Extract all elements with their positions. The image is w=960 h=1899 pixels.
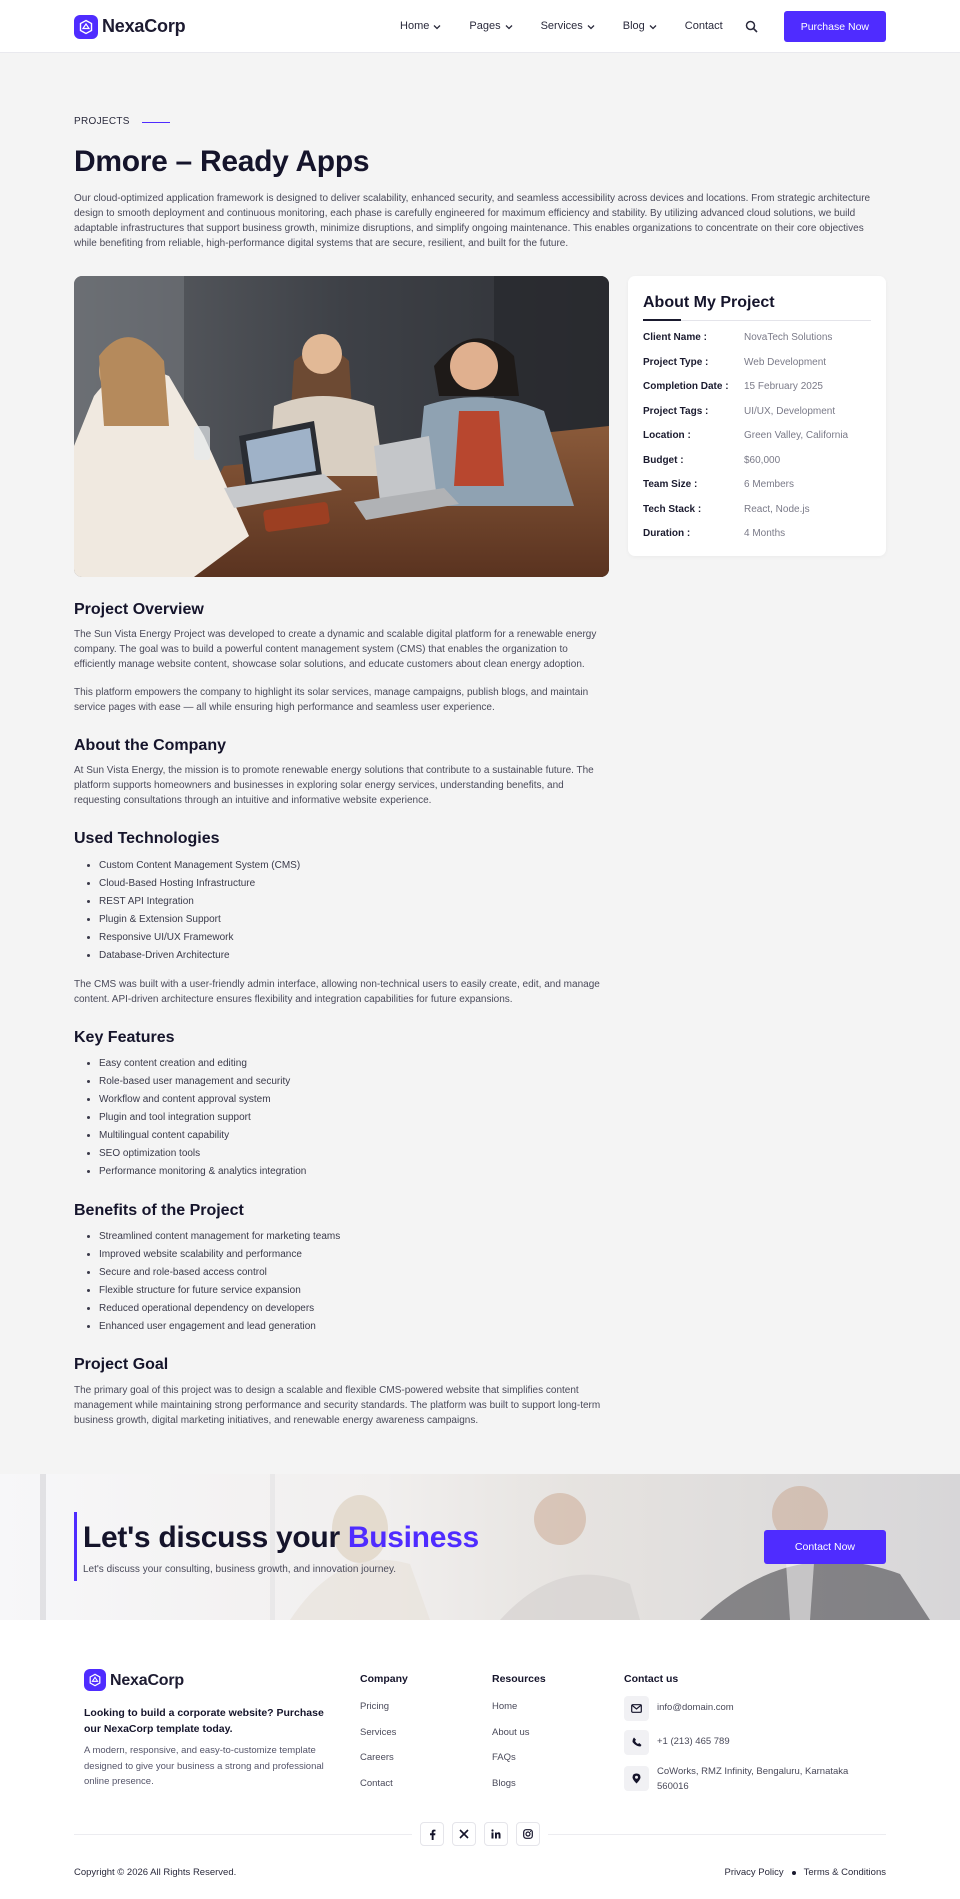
chevron-down-icon bbox=[587, 23, 595, 31]
social-icons bbox=[412, 1822, 548, 1846]
footer-logo[interactable] bbox=[84, 1669, 360, 1692]
footer-contact-title: Contact us bbox=[624, 1672, 679, 1685]
contact-phone[interactable] bbox=[624, 1730, 886, 1755]
about-project-title: About My Project bbox=[643, 294, 775, 311]
social-row bbox=[74, 1822, 886, 1847]
list-item: • Responsive UI/UX Framework bbox=[99, 931, 609, 946]
cta-heading bbox=[83, 1516, 479, 1560]
contact-address-text: CoWorks, RMZ Infinity, Bengaluru, Karnataka 560016 bbox=[657, 1765, 849, 1793]
legal-links bbox=[725, 1866, 887, 1880]
footer-link-about[interactable]: About us bbox=[492, 1726, 530, 1738]
footer-company-column bbox=[360, 1669, 492, 1795]
list-item: • SEO optimization tools bbox=[99, 1147, 609, 1162]
facebook-icon[interactable] bbox=[420, 1822, 444, 1846]
footer-link-faqs[interactable]: FAQs bbox=[492, 1752, 516, 1764]
hexagon-shield-icon bbox=[74, 15, 98, 39]
privacy-policy-link[interactable]: Privacy Policy bbox=[724, 1867, 784, 1879]
cta-banner bbox=[0, 1474, 960, 1620]
technologies-list bbox=[74, 859, 609, 964]
footer-link-services[interactable]: Services bbox=[360, 1726, 397, 1738]
eyebrow-label: PROJECTS bbox=[74, 116, 130, 127]
footer-link-blogs[interactable]: Blogs bbox=[492, 1778, 516, 1790]
technologies-heading: Used Technologies bbox=[74, 830, 220, 848]
detail-label: Project Tags : bbox=[643, 405, 709, 417]
detail-label: Budget : bbox=[643, 454, 684, 466]
brand-name: NexaCorp bbox=[102, 16, 186, 37]
list-item: • Flexible structure for future service expansion bbox=[99, 1284, 609, 1299]
detail-value: 4 Months bbox=[744, 528, 786, 540]
copyright: Copyright © 2026 All Rights Reserved. bbox=[74, 1867, 237, 1879]
detail-row-budget bbox=[643, 454, 871, 469]
detail-value: $60,000 bbox=[744, 454, 781, 466]
detail-value: React, Node.js bbox=[744, 503, 810, 515]
site-footer bbox=[0, 1620, 960, 1899]
list-item: • Streamlined content management for marketing teams bbox=[99, 1230, 609, 1245]
cta-accent-bar bbox=[74, 1512, 77, 1581]
goal-heading: Project Goal bbox=[74, 1356, 169, 1374]
nav-item-services[interactable] bbox=[541, 19, 595, 35]
detail-row-type bbox=[643, 356, 871, 371]
detail-value: 6 Members bbox=[744, 479, 795, 491]
eyebrow bbox=[74, 115, 886, 130]
intro-paragraph: Our cloud-optimized application framework is designed to deliver scalability, enhanced security, and seamless accessibility across devices and locations. From strategic architecture design to smooth deployment and continuous monitoring, each phase is carefully engineered for maximum efficiency and stability. By utilizing advanced cloud solutions, we build adaptable infrastructures that support business growth, minimize disruptions, and simplify ongoing maintenance. This enables organizations to concentrate on their core objectives while benefiting from reliable, high-performance digital systems that are secure, resilient, and built for the future. bbox=[74, 193, 871, 249]
footer-link-careers[interactable]: Careers bbox=[360, 1752, 394, 1764]
list-item: • Plugin & Extension Support bbox=[99, 913, 609, 928]
features-list bbox=[74, 1057, 609, 1180]
separator-dot bbox=[792, 1871, 796, 1875]
detail-row-team bbox=[643, 478, 871, 493]
nav-label: Services bbox=[540, 19, 583, 32]
footer-bottom-bar bbox=[74, 1847, 886, 1899]
hexagon-shield-icon bbox=[84, 1669, 106, 1691]
technologies-paragraph: The CMS was built with a user-friendly admin interface, allowing non-technical users to easily create, edit, and manage content. API-driven architecture ensures flexibility and integration capabilities for future expansions. bbox=[74, 979, 600, 1006]
nav-label: Blog bbox=[622, 19, 645, 32]
list-item: • Role-based user management and security bbox=[99, 1075, 609, 1090]
goal-paragraph: The primary goal of this project was to design a scalable and flexible CMS-powered website that simplifies content management while maintaining strong performance and security standards. The platform was built to support long-term business growth, digital marketing initiatives, and renewable energy awareness campaigns. bbox=[74, 1384, 601, 1426]
list-item: • Cloud-Based Hosting Infrastructure bbox=[99, 877, 609, 892]
list-item: • Custom Content Management System (CMS) bbox=[99, 859, 609, 874]
chevron-down-icon bbox=[433, 23, 441, 31]
overview-heading: Project Overview bbox=[74, 601, 204, 618]
cta-heading-accent: Business bbox=[347, 1520, 479, 1554]
chevron-down-icon bbox=[505, 23, 513, 31]
team-meeting-photo bbox=[74, 276, 609, 577]
cta-subtext: Let's discuss your consulting, business growth, and innovation journey. bbox=[83, 1564, 397, 1576]
list-item: • Easy content creation and editing bbox=[99, 1057, 609, 1072]
contact-email[interactable] bbox=[624, 1696, 886, 1721]
detail-label: Duration : bbox=[643, 528, 691, 540]
chevron-down-icon bbox=[649, 23, 657, 31]
instagram-icon[interactable] bbox=[516, 1822, 540, 1846]
overview-paragraph-2: This platform empowers the company to highlight its solar services, manage campaigns, publish blogs, and maintain service pages with ease — all while ensuring high performance and seamless user experience. bbox=[74, 687, 589, 714]
list-item: • Database-Driven Architecture bbox=[99, 949, 609, 964]
detail-label: Project Type : bbox=[643, 356, 709, 368]
linkedin-icon[interactable] bbox=[484, 1822, 508, 1846]
detail-label: Client Name : bbox=[643, 332, 707, 344]
site-header bbox=[0, 0, 960, 53]
eyebrow-divider bbox=[142, 122, 170, 123]
detail-label: Tech Stack : bbox=[643, 503, 702, 515]
footer-columns bbox=[74, 1669, 886, 1795]
detail-value: UI/UX, Development bbox=[744, 405, 836, 417]
detail-row-date bbox=[643, 380, 871, 395]
location-pin-icon bbox=[624, 1766, 649, 1791]
detail-value: 15 February 2025 bbox=[744, 381, 823, 393]
terms-link[interactable]: Terms & Conditions bbox=[803, 1867, 886, 1879]
purchase-now-button[interactable]: Purchase Now bbox=[784, 11, 886, 42]
footer-link-contact[interactable]: Contact bbox=[360, 1778, 393, 1790]
footer-resources-title: Resources bbox=[492, 1672, 546, 1685]
main-column bbox=[74, 276, 609, 1428]
sidebar bbox=[628, 276, 886, 1428]
company-paragraph: At Sun Vista Energy, the mission is to promote renewable energy solutions that contribute to a sustainable future. The platform supports homeowners and businesses in exploring solar energy services, understanding benefits, and requesting consultations through an intuitive and informative website experience. bbox=[74, 765, 594, 807]
footer-contact-column bbox=[624, 1669, 886, 1795]
list-item: • Reduced operational dependency on developers bbox=[99, 1302, 609, 1317]
detail-label: Completion Date : bbox=[643, 381, 729, 393]
mail-icon bbox=[624, 1696, 649, 1721]
contact-phone-text: +1 (213) 465 789 bbox=[657, 1736, 730, 1748]
footer-tagline: Looking to build a corporate website? Purchase our NexaCorp template today. bbox=[84, 1706, 324, 1735]
benefits-list bbox=[74, 1230, 609, 1335]
detail-label: Location : bbox=[643, 430, 691, 442]
detail-row-stack bbox=[643, 503, 871, 518]
detail-value: NovaTech Solutions bbox=[744, 332, 833, 344]
cta-text bbox=[74, 1516, 479, 1578]
hero-section bbox=[0, 53, 960, 1428]
search-icon[interactable] bbox=[745, 20, 758, 33]
company-heading: About the Company bbox=[74, 737, 226, 755]
list-item: • Multilingual content capability bbox=[99, 1129, 609, 1144]
footer-brand bbox=[74, 1669, 360, 1795]
detail-row-location bbox=[643, 429, 871, 444]
footer-brand-name: NexaCorp bbox=[110, 1671, 184, 1689]
list-item: • Plugin and tool integration support bbox=[99, 1111, 609, 1126]
list-item: • Improved website scalability and performance bbox=[99, 1248, 609, 1263]
detail-value: Green Valley, California bbox=[744, 430, 849, 442]
nav-item-contact[interactable] bbox=[685, 19, 723, 35]
detail-value: Web Development bbox=[744, 356, 827, 368]
list-item: • REST API Integration bbox=[99, 895, 609, 910]
contact-now-button[interactable]: Contact Now bbox=[764, 1530, 886, 1564]
nav-label: Home bbox=[400, 19, 430, 32]
project-grid bbox=[74, 276, 886, 1428]
page-title: Dmore – Ready Apps bbox=[74, 144, 370, 178]
nav-label: Contact bbox=[684, 19, 723, 32]
detail-row-client bbox=[643, 331, 871, 346]
benefits-heading: Benefits of the Project bbox=[74, 1201, 244, 1219]
contact-email-text: info@domain.com bbox=[657, 1702, 734, 1714]
project-image bbox=[74, 276, 609, 577]
nav-item-pages[interactable] bbox=[469, 19, 512, 35]
list-item: • Workflow and content approval system bbox=[99, 1093, 609, 1108]
footer-description: A modern, responsive, and easy-to-customize template designed to give your business a strong and professional online presence. bbox=[84, 1745, 324, 1787]
nav-item-blog[interactable] bbox=[623, 19, 657, 35]
phone-icon bbox=[624, 1730, 649, 1755]
cta-heading-prefix: Let's discuss your bbox=[83, 1520, 348, 1554]
main-nav bbox=[372, 11, 886, 42]
list-item: • Enhanced user engagement and lead generation bbox=[99, 1320, 609, 1335]
nav-label: Pages bbox=[469, 19, 501, 32]
nav-item-home[interactable] bbox=[400, 19, 441, 35]
about-project-card bbox=[628, 276, 886, 556]
footer-resources-column bbox=[492, 1669, 624, 1795]
detail-row-tags bbox=[643, 405, 871, 420]
list-item: • Performance monitoring & analytics integration bbox=[99, 1165, 609, 1180]
footer-link-pricing[interactable]: Pricing bbox=[360, 1700, 390, 1712]
overview-paragraph-1: The Sun Vista Energy Project was developed to create a dynamic and scalable digital platform for a renewable energy company. The goal was to build a powerful content management system (CMS) that enables the organization to efficiently manage website content, showcase solar solutions, and educate customers about clean energy adoption. bbox=[74, 629, 597, 671]
footer-company-title: Company bbox=[360, 1672, 408, 1685]
x-icon[interactable] bbox=[452, 1822, 476, 1846]
detail-row-duration bbox=[643, 527, 871, 542]
features-heading: Key Features bbox=[74, 1029, 175, 1047]
card-divider bbox=[643, 320, 871, 321]
list-item: • Secure and role-based access control bbox=[99, 1266, 609, 1281]
detail-label: Team Size : bbox=[643, 479, 698, 491]
brand-logo[interactable] bbox=[74, 13, 185, 39]
footer-link-home[interactable]: Home bbox=[492, 1700, 518, 1712]
contact-address bbox=[624, 1764, 886, 1794]
